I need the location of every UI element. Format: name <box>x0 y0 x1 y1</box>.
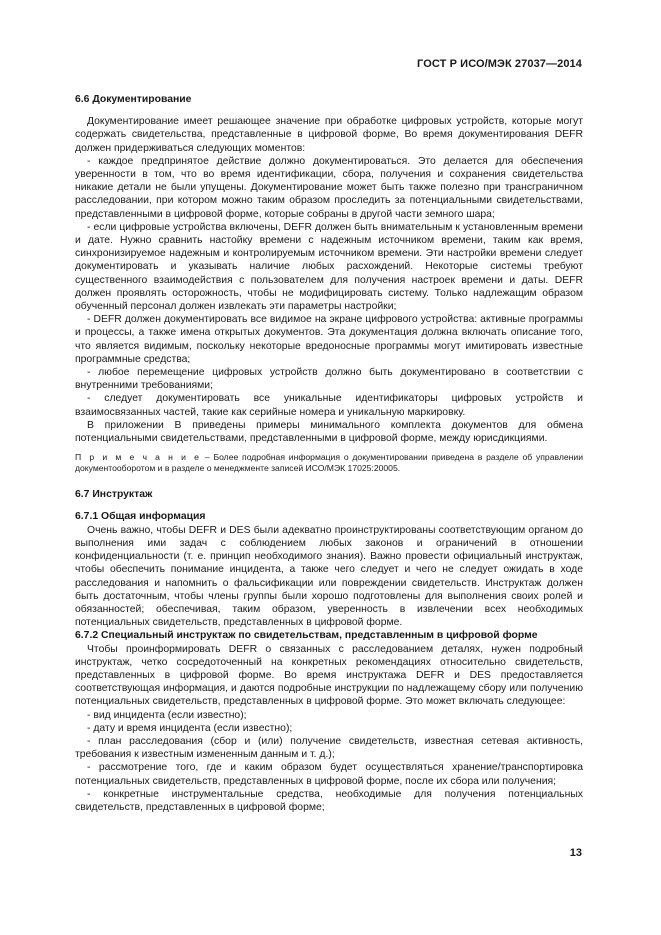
note-text: – Более подробная информация о документировании приведена в разделе об управлении документооборотом и в разделе о менеджменте записей ИСО/МЭК 17025:20005. <box>75 452 583 474</box>
subsection-6-7-2-title: 6.7.2 Специальный инструктаж по свидетельствам, представленным в цифровой форме <box>75 630 538 642</box>
list-item: - план расследования (сбор и (или) получение свидетельств, известная сетевая активность, требования к известным измененным данным и т. д.); <box>75 735 583 761</box>
list-item: - DEFR должен документировать все видимое на экране цифрового устройства: активные программы и процессы, а также имена открытых документов. Эта документация должна включать описание того, что является видимым, поскольку некоторые вредоносные программы могут имитировать известные программные средства; <box>75 314 583 365</box>
section-6-6-title: 6.6 Документирование <box>75 94 192 105</box>
list-item: - рассмотрение того, где и каким образом будет осуществляться хранение/транспортировка потенциальных свидетельств, представленных в цифровой форме, после их сбора или получения; <box>75 762 583 787</box>
section-6-6-intro: Документирование имеет решающее значение при обработке цифровых устройств, которые могут содержать свидетельства, представленные в цифровой форме, Во время документирования DEFR должен придерживаться следующих моментов: <box>75 116 583 154</box>
list-item: - если цифровые устройства включены, DEFR должен быть внимательным к установленным времени и дате. Нужно сравнить настойку времени с надежным источником времени, таким как время, синхронизируемое надежным и контролируемым источником времени. Эти настройки времени следует документировать и указывать наличие любых расхождений. Некоторые системы требуют существенного взаимодействия с пользователем для получения настроек времени и даты. DEFR должен проявлять осторожность, чтобы не модифицировать систему. Только надлежащим образом обученный персонал должен извлекать эти параметры настройки; <box>75 221 583 313</box>
note-label: П р и м е ч а н и е <box>75 452 202 463</box>
list-item: - следует документировать все уникальные идентификаторы цифровых устройств и взаимосвязанных частей, такие как серийные номера и уникальную маркировку. <box>75 393 583 418</box>
page-header: ГОСТ Р ИСО/МЭК 27037—2014 <box>417 58 582 70</box>
subsection-6-7-1-title: 6.7.1 Общая информация <box>75 511 206 523</box>
subsection-6-7-1-text: Очень важно, чтобы DEFR и DES были адекватно проинструктированы соответствующим органом до выполнения ими задач с соблюдением любых законов и ограничений в отношении конфиденциальности (т. е. принцип необходимого знания). Важно провести официальный инструктаж, чтобы обеспечить понимание инцидента, а также чего следует и чего не следует ожидать в ходе расследования и напомнить о фальсификации или повреждении свидетельств. Инструктаж должен быть достаточным, чтобы члены группы были хорошо подготовлены для выполнения своих ролей и обязанностей; обеспечивая, таким образом, уверенность в извлечении всех необходимых потенциальных свидетельств, представленных в цифровой форме. <box>75 524 583 629</box>
list-item: - каждое предпринятое действие должно документироваться. Это делается для обеспечения уверенности в том, что во время идентификации, сбора, получения и сохранения свидетельства никакие детали не были упущены. Документирование может быть также полезно при трансграничном расследовании, при котором можно таким образом проследить за потенциальными свидетельствами, представленными в цифровой форме, которые собраны в другой части земного шара; <box>75 155 583 220</box>
list-item: - дату и время инцидента (если известно); <box>87 722 293 734</box>
section-6-7-title: 6.7 Инструктаж <box>75 489 153 501</box>
document-body <box>75 93 583 814</box>
list-item: - конкретные инструментальные средства, необходимые для получения потенциальных свидетельств, представленных в цифровой форме; <box>75 788 583 813</box>
appendix-reference: В приложении В приведены примеры минимального комплекта документов для обмена потенциальными свидетельствами, представленными в цифровой форме, между юрисдикциями. <box>75 419 583 445</box>
page-number: 13 <box>569 847 582 859</box>
list-item: - любое перемещение цифровых устройств должно быть документировано в соответствии с внутренними требованиями; <box>75 367 583 392</box>
list-item: - вид инцидента (если известно); <box>87 709 247 721</box>
note <box>75 452 583 474</box>
subsection-6-7-2-text: Чтобы проинформировать DEFR о связанных с расследованием деталях, нужен подробный инструктаж, четко сосредоточенный на конкретных рекомендациях относительно свидетельств, представленных в цифровой форме. Во время инструктажа DEFR и DES предоставляется соответствующая информация, и даются подробные инструкции по надлежащему сбору или получению потенциальных свидетельств, представленных в цифровой форме. Это может включать следующее: <box>75 643 583 708</box>
